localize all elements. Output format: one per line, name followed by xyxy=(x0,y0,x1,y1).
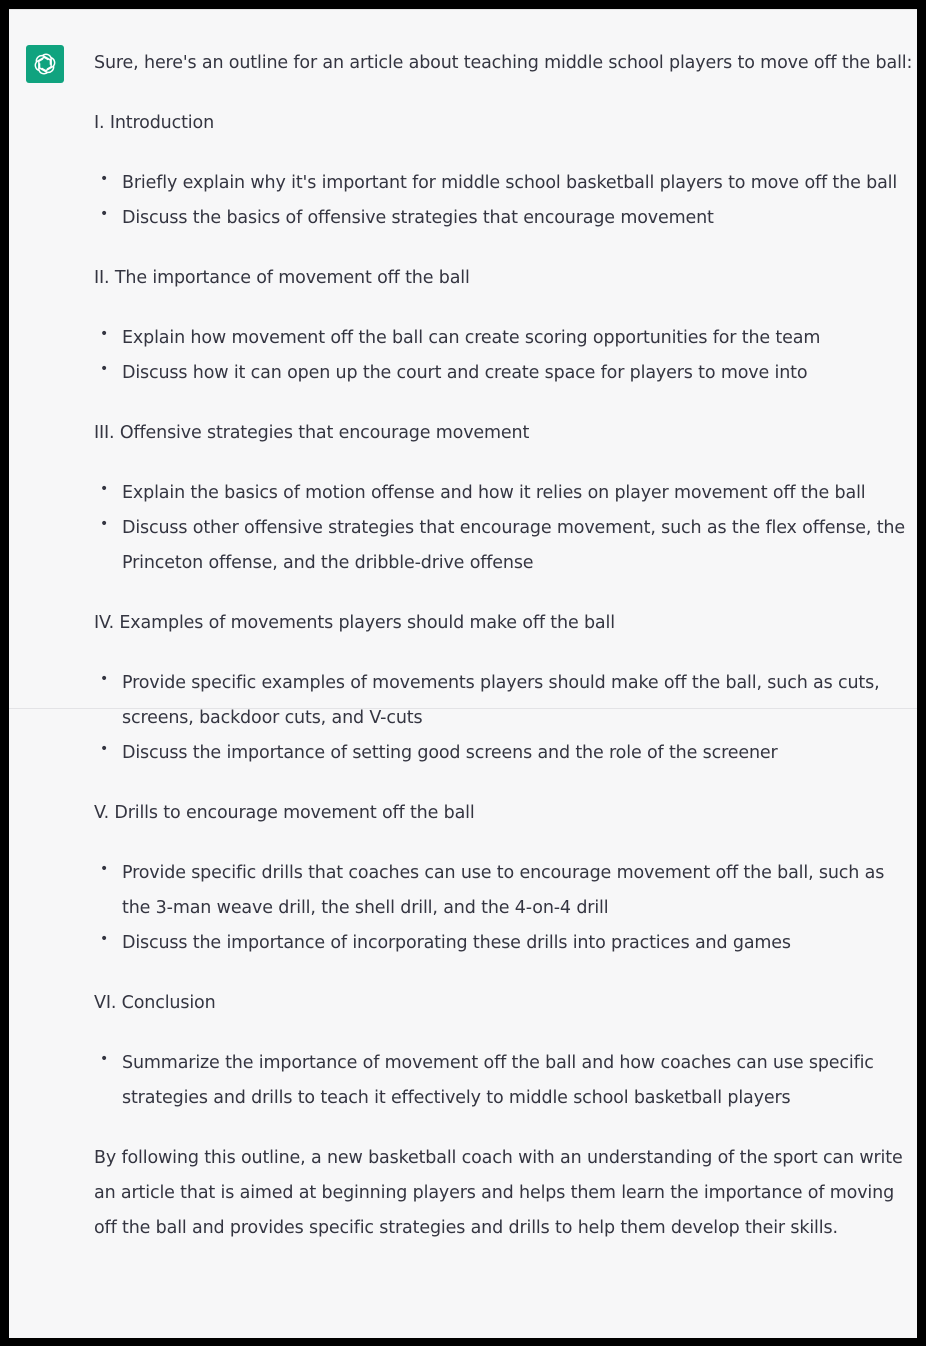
list-item xyxy=(94,926,914,961)
list-item xyxy=(94,166,914,201)
openai-logo-icon xyxy=(31,50,59,78)
list-item xyxy=(94,666,914,736)
list-item-text: Provide specific examples of movements players should make off the ball, such as cuts, screens, backdoor cuts, and V-cuts xyxy=(122,673,880,728)
section-examples xyxy=(94,606,914,771)
bullet-list xyxy=(94,856,914,961)
list-item xyxy=(94,736,914,771)
list-item-text: Discuss the importance of incorporating these drills into practices and games xyxy=(122,933,791,953)
bullet-icon: • xyxy=(100,741,109,757)
section-importance xyxy=(94,261,914,391)
bullet-icon: • xyxy=(100,861,109,877)
bullet-list xyxy=(94,166,914,236)
bullet-icon: • xyxy=(100,1051,109,1067)
message-content xyxy=(94,46,914,1271)
list-item-text: Discuss how it can open up the court and create space for players to move into xyxy=(122,363,808,383)
bullet-icon: • xyxy=(100,481,109,497)
bullet-icon: • xyxy=(100,516,109,532)
bullet-icon: • xyxy=(100,326,109,342)
assistant-avatar xyxy=(26,45,64,83)
list-item-text: Summarize the importance of movement off the ball and how coaches can use specific strategies and drills to teach it effectively to middle school basketball players xyxy=(122,1053,874,1108)
bullet-list xyxy=(94,666,914,771)
intro-text: Sure, here's an outline for an article about teaching middle school players to move off the ball: xyxy=(94,53,913,73)
section-heading: II. The importance of movement off the ball xyxy=(94,268,470,288)
bullet-icon: • xyxy=(100,361,109,377)
list-item xyxy=(94,476,914,511)
list-item-text: Explain how movement off the ball can create scoring opportunities for the team xyxy=(122,328,821,348)
closing-text: By following this outline, a new basketball coach with an understanding of the sport can write an article that is aimed at beginning players and helps them learn the importance of moving off the ball and provides specific strategies and drills to help them develop their skills. xyxy=(94,1148,903,1238)
list-item xyxy=(94,1046,914,1116)
section-drills xyxy=(94,796,914,961)
section-heading: VI. Conclusion xyxy=(94,993,216,1013)
bullet-icon: • xyxy=(100,206,109,222)
bullet-icon: • xyxy=(100,671,109,687)
bullet-list xyxy=(94,321,914,391)
list-item-text: Briefly explain why it's important for middle school basketball players to move off the ball xyxy=(122,173,898,193)
section-conclusion xyxy=(94,986,914,1116)
list-item-text: Discuss other offensive strategies that encourage movement, such as the flex offense, the Princeton offense, and the dribble-drive offense xyxy=(122,518,905,573)
list-item xyxy=(94,201,914,236)
section-introduction xyxy=(94,106,914,236)
bullet-icon: • xyxy=(100,171,109,187)
section-offensive-strategies xyxy=(94,416,914,581)
list-item xyxy=(94,511,914,581)
section-heading: IV. Examples of movements players should make off the ball xyxy=(94,613,615,633)
list-item-text: Provide specific drills that coaches can use to encourage movement off the ball, such as the 3-man weave drill, the shell drill, and the 4-on-4 drill xyxy=(122,863,885,918)
bullet-list xyxy=(94,1046,914,1116)
section-heading: V. Drills to encourage movement off the ball xyxy=(94,803,475,823)
list-item xyxy=(94,321,914,356)
section-heading: III. Offensive strategies that encourage movement xyxy=(94,423,530,443)
bullet-list xyxy=(94,476,914,581)
list-item-text: Discuss the basics of offensive strategies that encourage movement xyxy=(122,208,714,228)
list-item-text: Explain the basics of motion offense and how it relies on player movement off the ball xyxy=(122,483,866,503)
list-item-text: Discuss the importance of setting good screens and the role of the screener xyxy=(122,743,778,763)
section-heading: I. Introduction xyxy=(94,113,215,133)
list-item xyxy=(94,356,914,391)
list-item xyxy=(94,856,914,926)
bullet-icon: • xyxy=(100,931,109,947)
